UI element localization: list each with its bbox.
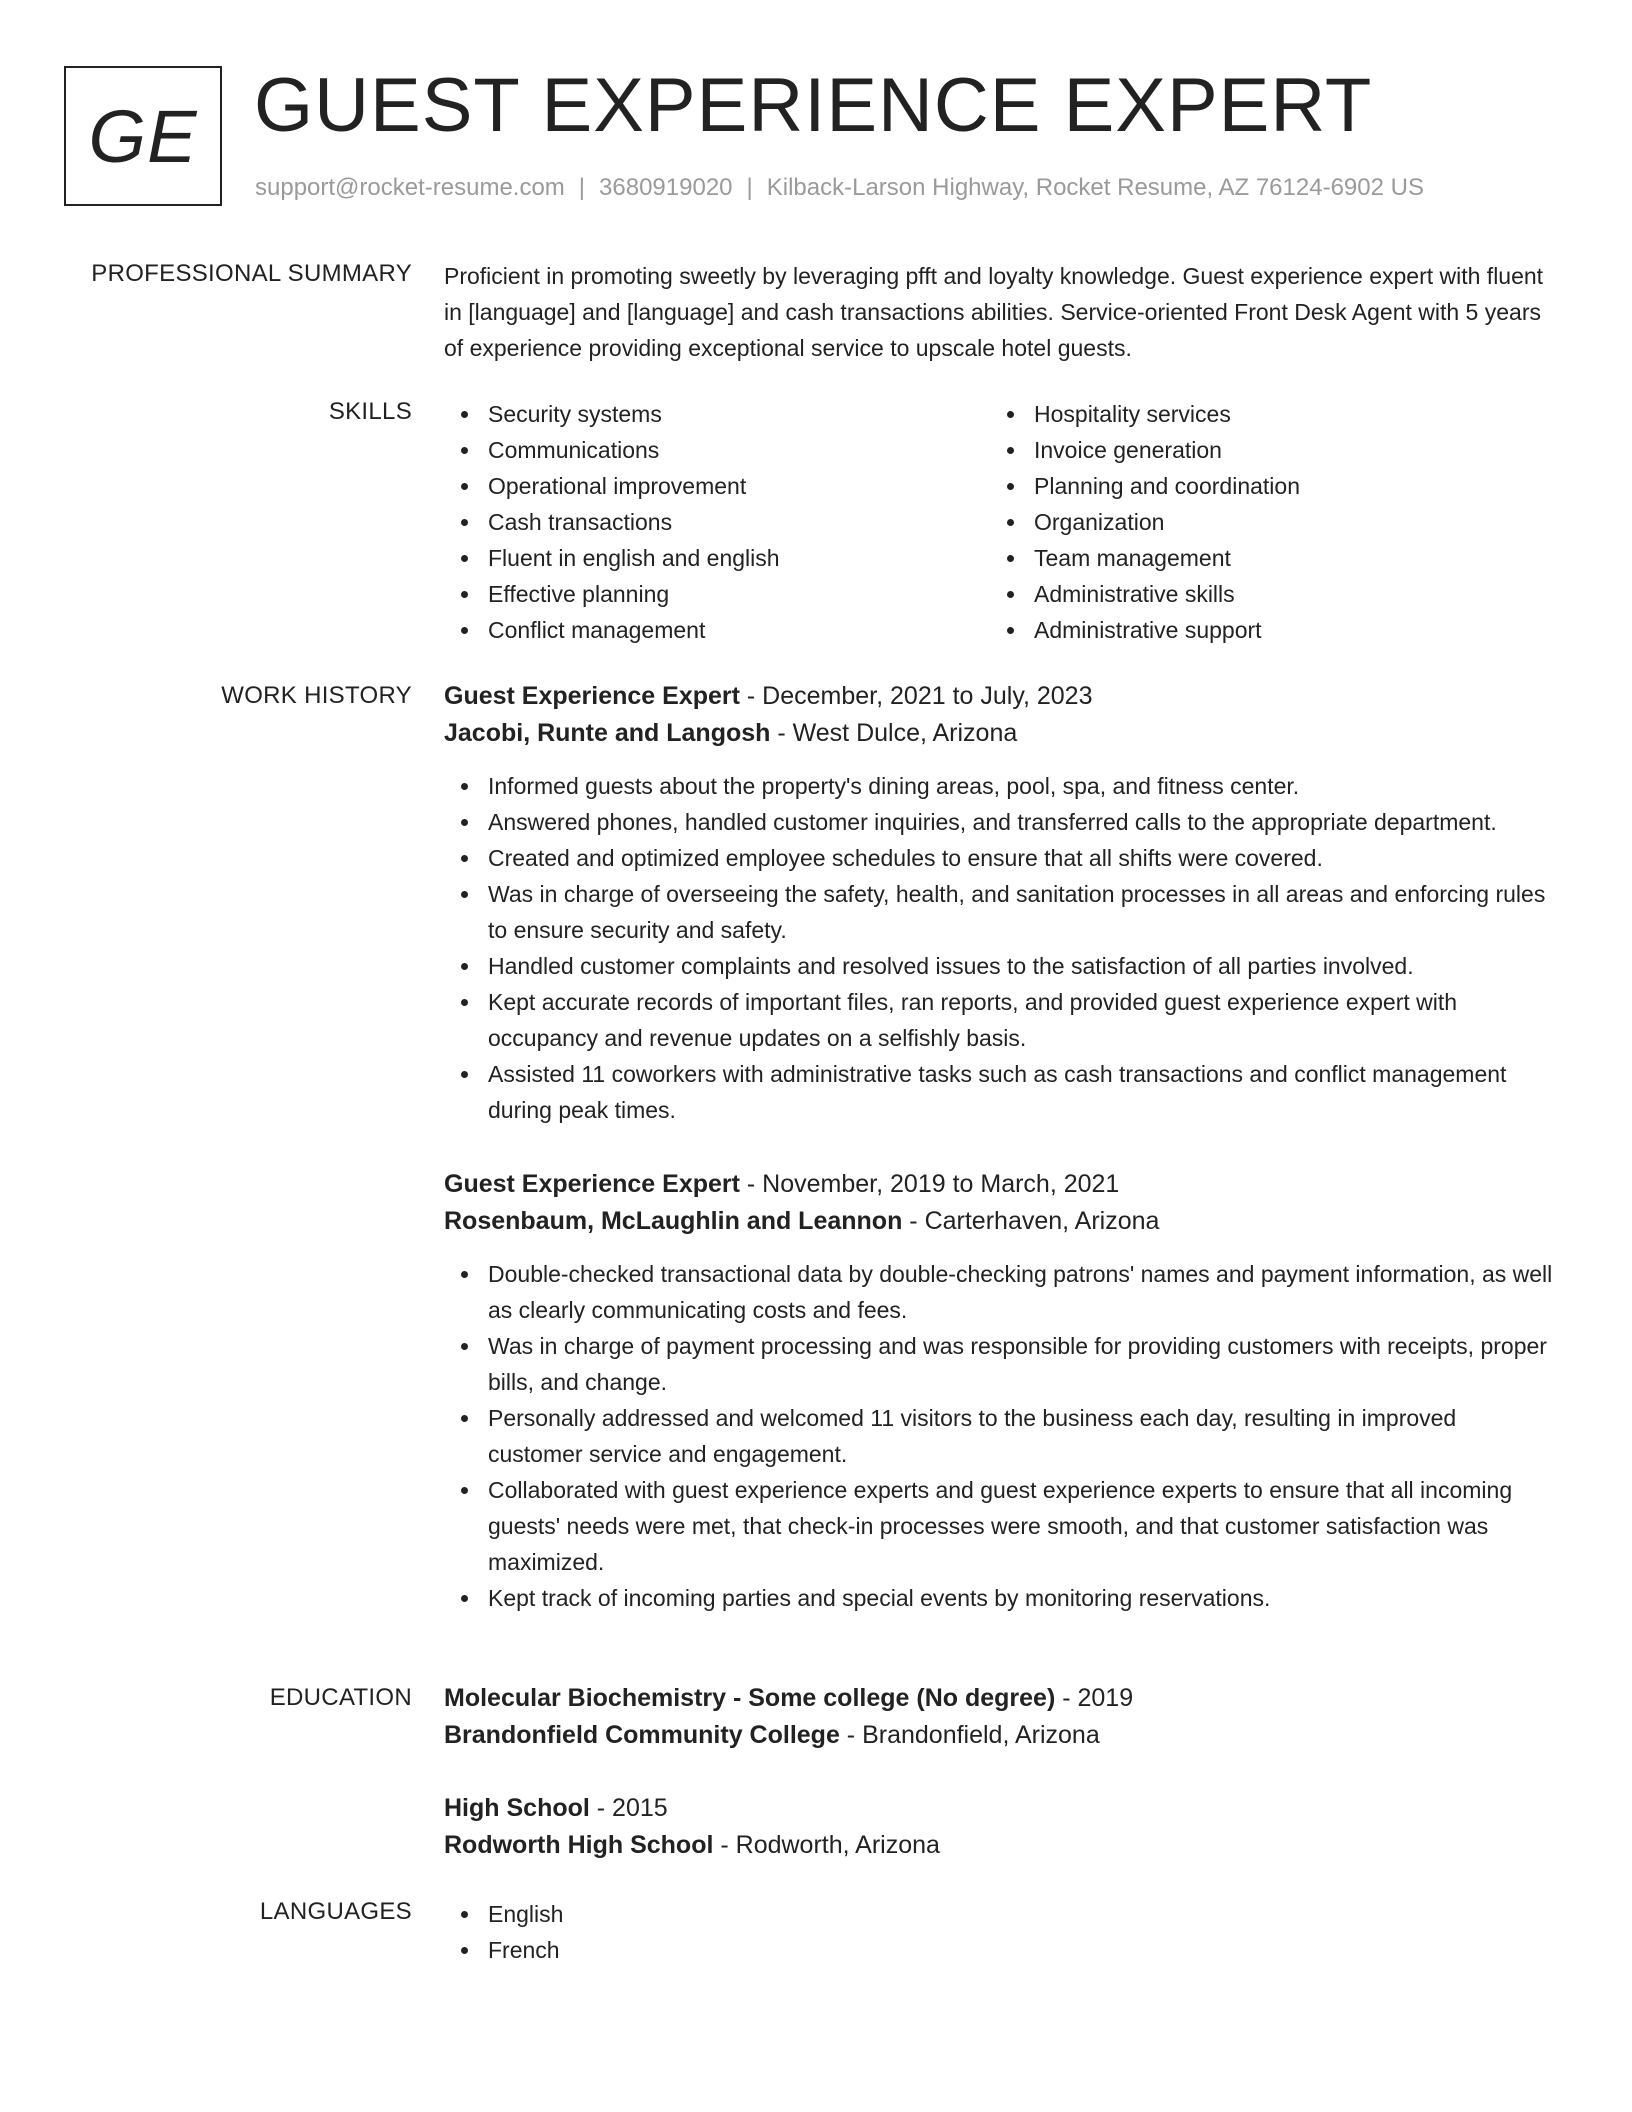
- skill-item: Fluent in english and english: [444, 540, 990, 576]
- education-body: [444, 1680, 1554, 1864]
- contact-email[interactable]: support@rocket-resume.com: [255, 174, 565, 201]
- section-label-summary: PROFESSIONAL SUMMARY: [91, 260, 412, 287]
- skill-item: Team management: [990, 540, 1536, 576]
- skills-list-right: [990, 396, 1536, 648]
- job-location: - West Dulce, Arizona: [770, 719, 1018, 747]
- skill-item: Security systems: [444, 396, 990, 432]
- skills-list-left: [444, 396, 990, 648]
- job-title: Guest Experience Expert: [444, 1170, 740, 1198]
- contact-line: [255, 174, 1424, 202]
- job-bullet: Handled customer complaints and resolved issues to the satisfaction of all parties involved.: [444, 948, 1554, 984]
- job-bullet: Kept track of incoming parties and special events by monitoring reservations.: [444, 1580, 1554, 1616]
- job-company: Jacobi, Runte and Langosh: [444, 719, 771, 747]
- job-dates: - November, 2019 to March, 2021: [739, 1170, 1120, 1198]
- monogram-badge: GE: [64, 66, 222, 206]
- skill-item: Planning and coordination: [990, 468, 1536, 504]
- skill-item: Hospitality services: [990, 396, 1536, 432]
- education-school: Brandonfield Community College: [444, 1721, 840, 1749]
- job-bullet: Assisted 11 coworkers with administrative tasks such as cash transactions and conflict management during peak times.: [444, 1056, 1554, 1128]
- skill-item: Communications: [444, 432, 990, 468]
- contact-address: Kilback-Larson Highway, Rocket Resume, AZ 76124-6902 US: [766, 174, 1424, 201]
- section-label-education: EDUCATION: [269, 1684, 412, 1711]
- skills-columns: [444, 396, 1554, 648]
- resume-header: [64, 63, 1568, 212]
- job-title: Guest Experience Expert: [444, 682, 740, 710]
- skill-item: Cash transactions: [444, 504, 990, 540]
- education-location: - Brandonfield, Arizona: [839, 1721, 1100, 1749]
- skill-item: Invoice generation: [990, 432, 1536, 468]
- contact-separator: |: [578, 174, 586, 201]
- job-company: Rosenbaum, McLaughlin and Leannon: [444, 1207, 903, 1235]
- skill-item: Effective planning: [444, 576, 990, 612]
- education-year: - 2019: [1055, 1684, 1134, 1712]
- job-bullet: Was in charge of payment processing and was responsible for providing customers with receipts, proper bills, and change.: [444, 1328, 1554, 1400]
- section-label-skills: SKILLS: [328, 398, 412, 425]
- job-bullet: Personally addressed and welcomed 11 visitors to the business each day, resulting in improved customer service and engagement.: [444, 1400, 1554, 1472]
- skill-item: Administrative skills: [990, 576, 1536, 612]
- skill-item: Administrative support: [990, 612, 1536, 648]
- language-item: English: [444, 1896, 1554, 1932]
- job-bullet: Informed guests about the property's dining areas, pool, spa, and fitness center.: [444, 768, 1554, 804]
- job-bullet: Double-checked transactional data by double-checking patrons' names and payment information, as well as clearly communicating costs and fees.: [444, 1256, 1554, 1328]
- job-bullets: [444, 1256, 1554, 1616]
- job-bullet: Kept accurate records of important files, ran reports, and provided guest experience expert with occupancy and revenue updates on a selfishly basis.: [444, 984, 1554, 1056]
- job-entry: [444, 1166, 1554, 1616]
- education-degree: Molecular Biochemistry - Some college (No degree): [444, 1684, 1056, 1712]
- education-entry: [444, 1790, 1554, 1864]
- contact-phone[interactable]: 3680919020: [599, 174, 733, 201]
- contact-separator: |: [746, 174, 753, 201]
- skill-item: Conflict management: [444, 612, 990, 648]
- section-label-work: WORK HISTORY: [221, 682, 412, 709]
- languages-body: [444, 1896, 1554, 1968]
- job-entry: [444, 678, 1554, 1128]
- skill-item: Organization: [990, 504, 1536, 540]
- education-school: Rodworth High School: [444, 1831, 714, 1859]
- education-year: - 2015: [589, 1794, 668, 1822]
- summary-text: Proficient in promoting sweetly by leveraging pfft and loyalty knowledge. Guest experience expert with fluent in [language] and [language] and cash transactions abilities. Service-oriented Front Desk Agent with 5 years of experience providing exceptional service to upscale hotel guests.: [444, 263, 1544, 361]
- job-location: - Carterhaven, Arizona: [902, 1207, 1160, 1235]
- education-location: - Rodworth, Arizona: [713, 1831, 940, 1859]
- work-history-body: [444, 678, 1554, 1654]
- education-degree: High School: [444, 1794, 590, 1822]
- job-bullet: Was in charge of overseeing the safety, health, and sanitation processes in all areas and enforcing rules to ensure security and safety.: [444, 876, 1554, 948]
- page-title: GUEST EXPERIENCE EXPERT: [254, 63, 1373, 148]
- job-bullet: Answered phones, handled customer inquiries, and transferred calls to the appropriate department.: [444, 804, 1554, 840]
- job-bullet: Created and optimized employee schedules to ensure that all shifts were covered.: [444, 840, 1554, 876]
- job-dates: - December, 2021 to July, 2023: [739, 682, 1093, 710]
- skill-item: Operational improvement: [444, 468, 990, 504]
- job-bullets: [444, 768, 1554, 1128]
- language-item: French: [444, 1932, 1554, 1968]
- section-label-languages: LANGUAGES: [259, 1898, 412, 1925]
- job-bullet: Collaborated with guest experience experts and guest experience experts to ensure that all incoming guests' needs were met, that check-in processes were smooth, and that customer satisfaction was maximized.: [444, 1472, 1554, 1580]
- education-entry: [444, 1680, 1554, 1754]
- languages-list: [444, 1896, 1554, 1968]
